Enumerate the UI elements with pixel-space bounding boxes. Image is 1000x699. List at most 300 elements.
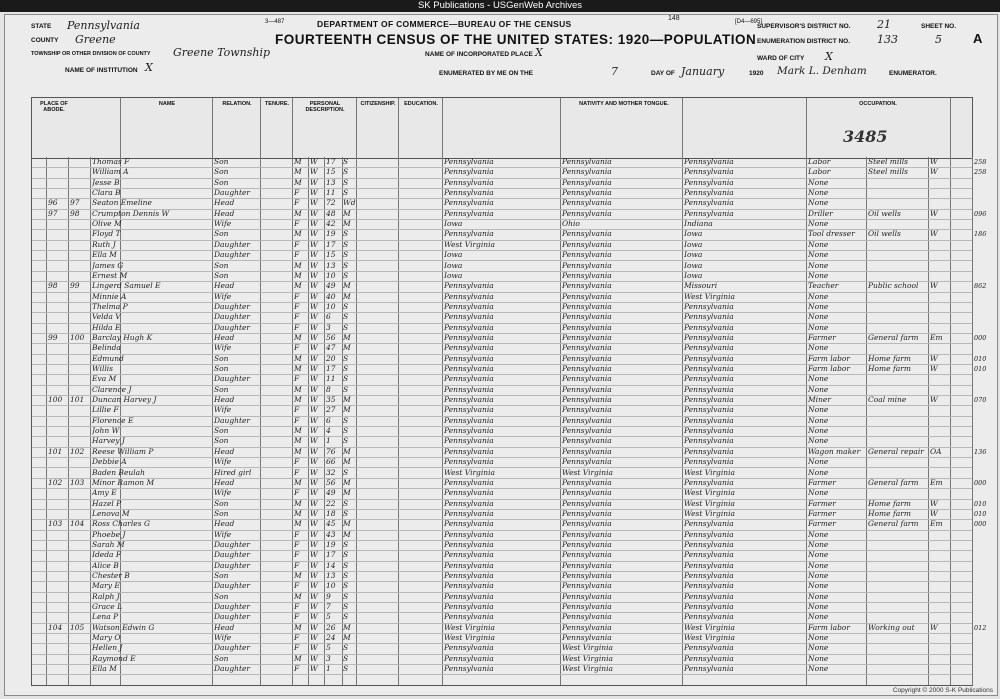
cell-mother-bp: Pennsylvania — [684, 426, 734, 436]
cell-father-bp: Pennsylvania — [562, 229, 612, 239]
table-row — [32, 436, 972, 446]
cell-class: W — [930, 353, 938, 363]
cell-relation: Son — [214, 229, 229, 239]
cell-father-bp: Pennsylvania — [562, 436, 612, 446]
cell-age: 20 — [326, 353, 336, 363]
cell-industry: Steel mills — [868, 167, 908, 177]
department-heading: DEPARTMENT OF COMMERCE—BUREAU OF THE CENSUS — [317, 19, 572, 29]
cell-relation: Head — [214, 446, 235, 456]
cell-occupation: None — [808, 488, 829, 498]
cell-age: 49 — [326, 281, 336, 291]
table-row — [32, 446, 987, 457]
cell-birthplace: Pennsylvania — [444, 343, 494, 353]
cell-father-bp: Pennsylvania — [562, 560, 612, 570]
cell-sex: M — [294, 332, 302, 342]
cell-age: 43 — [326, 529, 336, 539]
cell-age: 9 — [326, 591, 331, 601]
cell-name: Mary O — [92, 633, 121, 643]
cell-birthplace: Pennsylvania — [444, 477, 494, 487]
cell-sex: F — [294, 250, 300, 260]
cell-relation: Son — [214, 436, 229, 446]
cell-marital: S — [343, 229, 349, 239]
cell-relation: Son — [214, 508, 229, 518]
cell-occupation: Farmer — [808, 498, 836, 508]
cell-mother-bp: Pennsylvania — [684, 198, 734, 208]
cell-dwelling: 99 — [48, 332, 58, 342]
cell-father-bp: Pennsylvania — [562, 374, 612, 384]
cell-occupation: Labor — [808, 157, 831, 166]
table-row — [32, 188, 972, 198]
cell-relation: Daughter — [214, 188, 250, 198]
cell-birthplace: Pennsylvania — [444, 612, 494, 622]
enumerator-label: ENUMERATOR. — [889, 70, 937, 77]
table-row — [32, 416, 972, 426]
cell-name: Willis — [92, 364, 114, 373]
cell-age: 7 — [326, 602, 331, 612]
cell-father-bp: Pennsylvania — [562, 415, 612, 425]
cell-sex: F — [294, 198, 300, 208]
cell-sex: M — [294, 591, 302, 601]
cell-birthplace: Pennsylvania — [444, 560, 494, 570]
state-value: Pennsylvania — [67, 19, 140, 32]
cell-industry: General repair — [868, 446, 924, 456]
cell-occupation: None — [808, 188, 829, 198]
cell-father-bp: Ohio — [562, 219, 580, 229]
cell-industry: Coal mine — [868, 395, 907, 405]
cell-name: Florence E — [92, 415, 134, 425]
cell-occupation: Farmer — [808, 508, 836, 518]
cell-relation: Son — [214, 260, 229, 270]
cell-mother-bp: Pennsylvania — [684, 157, 734, 166]
cell-relation: Son — [214, 571, 229, 580]
cell-relation: Son — [214, 384, 229, 394]
cell-race: W — [310, 560, 318, 570]
cell-tally: 186 — [974, 230, 987, 239]
cell-industry: Working out — [868, 622, 915, 632]
cell-mother-bp: Pennsylvania — [684, 312, 734, 322]
cell-name: Crumpton Dennis W — [92, 208, 170, 218]
cell-name: James G — [92, 260, 124, 270]
cell-relation: Hired girl — [214, 467, 252, 477]
cell-birthplace: West Virginia — [444, 239, 495, 249]
table-row — [32, 643, 972, 653]
cell-race: W — [310, 364, 318, 373]
enumerated-label: ENUMERATED BY ME ON THE — [439, 70, 534, 77]
cell-name: Amy E — [92, 488, 117, 498]
cell-age: 72 — [326, 198, 336, 208]
cell-name: Thelma P — [92, 301, 128, 311]
col-personal-description: PERSONAL DESCRIPTION. — [305, 101, 345, 113]
cell-birthplace: Pennsylvania — [444, 653, 494, 663]
cell-birthplace: Pennsylvania — [444, 488, 494, 498]
table-row — [32, 622, 987, 633]
cell-occupation: None — [808, 260, 829, 270]
cell-mother-bp: Pennsylvania — [684, 571, 734, 580]
cell-mother-bp: West Virginia — [684, 467, 735, 477]
cell-father-bp: Pennsylvania — [562, 188, 612, 198]
cell-race: W — [310, 612, 318, 622]
sheet-letter: A — [973, 31, 983, 46]
cell-name: Jesse B — [92, 177, 120, 187]
cell-name: Olive M — [92, 219, 122, 229]
cell-sex: M — [294, 364, 302, 373]
cell-relation: Son — [214, 167, 229, 177]
cell-race: W — [310, 167, 318, 177]
cell-mother-bp: Pennsylvania — [684, 550, 734, 560]
cell-birthplace: Pennsylvania — [444, 591, 494, 601]
cell-father-bp: West Virginia — [562, 664, 613, 674]
sheet-value: 5 — [935, 33, 942, 46]
cell-occupation: Farmer — [808, 477, 836, 487]
cell-name: Harvey J — [92, 436, 125, 446]
cell-marital: S — [343, 312, 349, 322]
cell-mother-bp: Missouri — [684, 281, 718, 291]
cell-occupation: None — [808, 219, 829, 229]
cell-occupation: None — [808, 612, 829, 622]
cell-relation: Son — [214, 270, 229, 280]
cell-race: W — [310, 571, 318, 580]
cell-sex: M — [294, 281, 302, 291]
cell-industry: General farm — [868, 477, 919, 487]
cell-birthplace: Pennsylvania — [444, 519, 494, 529]
cell-age: 40 — [326, 291, 336, 301]
cell-relation: Wife — [214, 529, 232, 539]
cell-sex: F — [294, 343, 300, 353]
cell-mother-bp: Pennsylvania — [684, 364, 734, 373]
cell-name: Ernest M — [92, 270, 128, 280]
cell-occupation: None — [808, 312, 829, 322]
cell-dwelling: 100 — [48, 395, 63, 405]
cell-relation: Wife — [214, 405, 232, 415]
cell-name: Ella M — [92, 664, 117, 674]
cell-father-bp: Pennsylvania — [562, 395, 612, 405]
col-nativity: NATIVITY AND MOTHER TONGUE. — [579, 101, 669, 107]
cell-birthplace: Pennsylvania — [444, 281, 494, 291]
col-occupation: OCCUPATION. — [859, 101, 897, 107]
table-row — [32, 385, 972, 395]
table-row — [32, 519, 987, 529]
cell-age: 49 — [326, 488, 336, 498]
cell-relation: Son — [214, 426, 229, 436]
cell-race: W — [310, 353, 318, 363]
cell-age: 47 — [326, 343, 336, 353]
cell-sex: M — [294, 498, 302, 508]
cell-occupation: None — [808, 384, 829, 394]
cell-marital: M — [343, 622, 351, 632]
cell-age: 15 — [326, 167, 336, 177]
cell-name: Mary E — [92, 581, 120, 591]
table-row — [32, 468, 972, 478]
cell-birthplace: Iowa — [444, 250, 463, 260]
cell-father-bp: Pennsylvania — [562, 198, 612, 208]
cell-sex: M — [294, 508, 302, 518]
cell-sex: M — [294, 395, 302, 405]
cell-race: W — [310, 208, 318, 218]
cell-marital: S — [343, 322, 349, 332]
cell-relation: Wife — [214, 633, 232, 643]
cell-relation: Head — [214, 622, 235, 632]
cell-tally: 010 — [974, 365, 987, 373]
cell-occupation: None — [808, 529, 829, 539]
column-header-row — [31, 97, 973, 159]
cell-sex: M — [294, 571, 302, 580]
cell-birthplace: Pennsylvania — [444, 229, 494, 239]
cell-marital: M — [343, 529, 351, 539]
enum-district-label: ENUMERATION DISTRICT NO. — [757, 38, 851, 45]
cell-occupation: None — [808, 343, 829, 353]
cell-race: W — [310, 591, 318, 601]
cell-family: 97 — [70, 198, 80, 208]
cell-name: Ross Charles G — [92, 519, 150, 529]
cell-sex: F — [294, 488, 300, 498]
cell-father-bp: Pennsylvania — [562, 571, 612, 580]
cell-relation: Son — [214, 364, 229, 373]
cell-industry: Home farm — [868, 498, 911, 508]
cell-race: W — [310, 177, 318, 187]
cell-relation: Daughter — [214, 415, 250, 425]
cell-age: 1 — [326, 436, 331, 446]
cell-occupation: None — [808, 177, 829, 187]
cell-occupation: Farm labor — [808, 353, 851, 363]
form-number: 3—487 — [265, 19, 285, 25]
cell-family: 102 — [70, 446, 85, 456]
cell-class: OA — [930, 446, 942, 456]
cell-name: Phoebe J — [92, 529, 126, 539]
cell-name: Chester B — [92, 571, 130, 580]
cell-father-bp: West Virginia — [562, 643, 613, 653]
cell-birthplace: Pennsylvania — [444, 508, 494, 518]
table-row — [32, 332, 987, 343]
cell-sex: F — [294, 664, 300, 674]
cell-dwelling: 98 — [48, 281, 58, 291]
ward-value: X — [825, 50, 833, 63]
cell-tally: 258 — [974, 158, 987, 166]
cell-birthplace: Pennsylvania — [444, 498, 494, 508]
cell-relation: Daughter — [214, 250, 250, 260]
cell-sex: M — [294, 157, 302, 166]
cell-father-bp: Pennsylvania — [562, 426, 612, 436]
col-education: EDUCATION. — [404, 101, 438, 107]
cell-occupation: Teacher — [808, 281, 839, 291]
cell-name: Duncan Harvey J — [92, 395, 157, 405]
cell-relation: Head — [214, 198, 235, 208]
ward-label: WARD OF CITY — [757, 55, 805, 62]
cell-age: 32 — [326, 467, 336, 477]
cell-father-bp: Pennsylvania — [562, 591, 612, 601]
cell-sex: M — [294, 177, 302, 187]
cell-father-bp: Pennsylvania — [562, 260, 612, 270]
cell-dwelling: 97 — [48, 208, 58, 218]
cell-birthplace: Pennsylvania — [444, 643, 494, 653]
cell-relation: Daughter — [214, 539, 250, 549]
cell-occupation: None — [808, 250, 829, 260]
cell-birthplace: Pennsylvania — [444, 177, 494, 187]
cell-sex: F — [294, 467, 300, 477]
cell-birthplace: Pennsylvania — [444, 602, 494, 612]
cell-race: W — [310, 374, 318, 384]
cell-age: 10 — [326, 301, 336, 311]
cell-marital: S — [343, 467, 349, 477]
cell-father-bp: West Virginia — [562, 653, 613, 663]
cell-age: 14 — [326, 560, 336, 570]
cell-birthplace: Pennsylvania — [444, 446, 494, 456]
cell-age: 3 — [326, 322, 331, 332]
cell-relation: Daughter — [214, 602, 250, 612]
cell-name: Hilda E — [92, 322, 121, 332]
cell-relation: Wife — [214, 488, 232, 498]
cell-name: Clara B — [92, 188, 121, 198]
cell-sex: F — [294, 643, 300, 653]
cell-occupation: None — [808, 633, 829, 643]
cell-father-bp: Pennsylvania — [562, 281, 612, 291]
cell-father-bp: Pennsylvania — [562, 239, 612, 249]
cell-sex: M — [294, 260, 302, 270]
cell-birthplace: Pennsylvania — [444, 529, 494, 539]
table-row — [32, 374, 972, 384]
township-label: TOWNSHIP OR OTHER DIVISION OF COUNTY — [31, 51, 151, 57]
cell-occupation: Labor — [808, 167, 831, 177]
cell-mother-bp: Iowa — [684, 270, 703, 280]
cell-sex: F — [294, 188, 300, 198]
cell-mother-bp: Pennsylvania — [684, 353, 734, 363]
cell-father-bp: Pennsylvania — [562, 498, 612, 508]
table-row — [32, 561, 972, 571]
table-row — [32, 602, 972, 612]
cell-father-bp: West Virginia — [562, 467, 613, 477]
cell-relation: Son — [214, 653, 229, 663]
cell-father-bp: Pennsylvania — [562, 301, 612, 311]
col-citizenship: CITIZENSHIP. — [360, 101, 396, 107]
cell-relation: Daughter — [214, 312, 250, 322]
col-relation: RELATION. — [222, 101, 252, 107]
table-row — [32, 219, 972, 229]
cell-name: Minnie A — [92, 291, 127, 301]
cell-class: W — [930, 508, 938, 518]
table-row — [32, 612, 972, 622]
row-divider — [32, 674, 972, 675]
cell-sex: F — [294, 602, 300, 612]
cell-name: Minor Ramon M — [92, 477, 155, 487]
cell-marital: M — [343, 332, 351, 342]
cell-age: 17 — [326, 364, 336, 373]
cell-marital: S — [343, 643, 349, 653]
cell-occupation: None — [808, 301, 829, 311]
col-tenure: TENURE. — [264, 101, 290, 107]
cell-birthplace: Pennsylvania — [444, 157, 494, 166]
cell-name: Thomas F — [92, 157, 130, 166]
cell-father-bp: Pennsylvania — [562, 529, 612, 539]
cell-sex: F — [294, 529, 300, 539]
cell-mother-bp: Pennsylvania — [684, 581, 734, 591]
cell-race: W — [310, 188, 318, 198]
cell-mother-bp: Pennsylvania — [684, 384, 734, 394]
cell-marital: S — [343, 364, 349, 373]
table-row — [32, 664, 972, 674]
cell-birthplace: Pennsylvania — [444, 550, 494, 560]
cell-dwelling: 102 — [48, 477, 63, 487]
cell-race: W — [310, 291, 318, 301]
cell-race: W — [310, 477, 318, 487]
archive-banner — [0, 0, 1000, 12]
cell-birthplace: Iowa — [444, 219, 463, 229]
cell-class: W — [930, 395, 938, 405]
cell-mother-bp: Pennsylvania — [684, 612, 734, 622]
cell-name: Sarah M — [92, 539, 125, 549]
cell-occupation: None — [808, 405, 829, 415]
cell-father-bp: Pennsylvania — [562, 157, 612, 166]
cell-birthplace: Pennsylvania — [444, 426, 494, 436]
cell-age: 22 — [326, 498, 336, 508]
cell-name: Ralph J — [92, 591, 120, 601]
township-value: Greene Township — [173, 46, 271, 59]
cell-occupation: Farm labor — [808, 364, 851, 373]
cell-occupation: Driller — [808, 208, 833, 218]
cell-class: W — [930, 364, 938, 373]
cell-sex: M — [294, 384, 302, 394]
table-row — [32, 540, 972, 550]
table-row — [32, 229, 987, 239]
cell-name: Debbie A — [92, 457, 127, 467]
cell-father-bp: Pennsylvania — [562, 581, 612, 591]
cell-occupation: None — [808, 291, 829, 301]
cell-race: W — [310, 643, 318, 653]
cell-race: W — [310, 198, 318, 208]
cell-relation: Son — [214, 157, 229, 166]
cell-age: 56 — [326, 477, 336, 487]
cell-race: W — [310, 281, 318, 291]
cell-race: W — [310, 250, 318, 260]
cell-occupation: None — [808, 591, 829, 601]
cell-race: W — [310, 436, 318, 446]
cell-mother-bp: Iowa — [684, 250, 703, 260]
cell-sex: M — [294, 426, 302, 436]
cell-name: John W — [92, 426, 120, 436]
cell-tally: 000 — [974, 333, 987, 342]
cell-father-bp: Pennsylvania — [562, 602, 612, 612]
cell-name: Lenova M — [92, 508, 130, 518]
cell-sex: M — [294, 436, 302, 446]
cell-occupation: Wagon maker — [808, 446, 861, 456]
cell-marital: M — [343, 343, 351, 353]
cell-father-bp: Pennsylvania — [562, 519, 612, 529]
institution-label: NAME OF INSTITUTION — [65, 67, 138, 74]
cell-birthplace: Pennsylvania — [444, 384, 494, 394]
cell-sex: M — [294, 353, 302, 363]
cell-marital: Wd — [343, 198, 356, 208]
cell-name: Raymond E — [92, 653, 136, 663]
cell-mother-bp: Pennsylvania — [684, 446, 734, 456]
table-row — [32, 477, 987, 488]
table-row — [32, 157, 987, 167]
cell-name: Ella M — [92, 250, 117, 260]
cell-race: W — [310, 539, 318, 549]
cell-occupation: Farm labor — [808, 622, 851, 632]
cell-race: W — [310, 529, 318, 539]
cell-father-bp: Pennsylvania — [562, 550, 612, 560]
cell-family: 99 — [70, 281, 80, 291]
cell-sex: F — [294, 405, 300, 415]
cell-mother-bp: Pennsylvania — [684, 415, 734, 425]
cell-relation: Wife — [214, 457, 232, 467]
cell-industry: Oil wells — [868, 208, 901, 218]
cell-relation: Daughter — [214, 550, 250, 560]
cell-occupation: None — [808, 602, 829, 612]
cell-age: 17 — [326, 157, 336, 166]
cell-birthplace: Pennsylvania — [444, 322, 494, 332]
cell-race: W — [310, 622, 318, 632]
page-title: FOURTEENTH CENSUS OF THE UNITED STATES: 1920—POPULATION — [275, 32, 757, 47]
cell-tally: 000 — [974, 520, 987, 529]
